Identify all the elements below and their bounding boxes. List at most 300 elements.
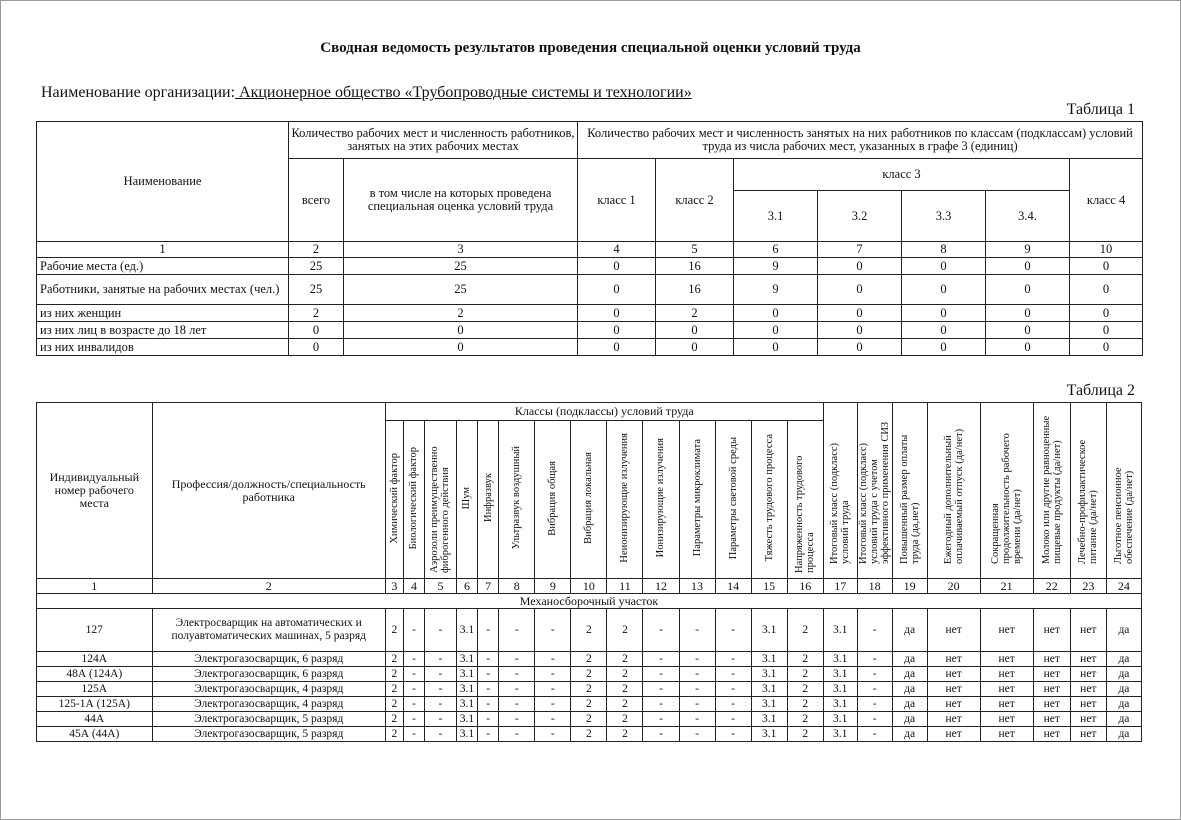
- t2-cell: нет: [1070, 609, 1106, 652]
- t1-cell: 2: [656, 305, 734, 322]
- t1-cell: 25: [289, 258, 344, 275]
- t2-cell: да: [1106, 667, 1141, 682]
- t1-cell: 0: [578, 305, 656, 322]
- t2-cell: нет: [980, 609, 1033, 652]
- t2-factor-header-label: Параметры световой среды: [727, 436, 739, 560]
- t2-factor-header-label: Шум: [461, 486, 473, 510]
- t2-cell: да: [1106, 609, 1141, 652]
- t1-cell: 9: [734, 275, 818, 305]
- table-row: [37, 322, 1143, 339]
- t2-cell: 2: [385, 667, 403, 682]
- t2-cell: да: [892, 697, 927, 712]
- table-row: [37, 712, 1142, 727]
- t2-row-profession: Электрогазосварщик, 4 разряд: [152, 682, 385, 697]
- t2-factor-header: [456, 421, 477, 579]
- t1-cell: 0: [986, 322, 1070, 339]
- t2-row-id: 48А (124А): [37, 667, 153, 682]
- t2-cell: -: [403, 712, 424, 727]
- t2-factor-header-label: Биологический фактор: [408, 446, 420, 550]
- t2-cell: нет: [927, 727, 980, 742]
- table-row: [37, 727, 1142, 742]
- t2-factor-header: [643, 421, 679, 579]
- t1-cell: 0: [1070, 305, 1143, 322]
- t1-cell: 16: [656, 275, 734, 305]
- t2-result-header: [892, 403, 927, 579]
- organization-name: Акционерное общество «Трубопроводные системы и технологии»: [235, 84, 692, 101]
- t2-cell: 2: [607, 682, 643, 697]
- t2-header-id: Индивидуальный номер рабочего места: [37, 403, 153, 579]
- t1-cell: 0: [902, 275, 986, 305]
- t2-cell: 2: [385, 697, 403, 712]
- t2-row-profession: Электрогазосварщик, 6 разряд: [152, 652, 385, 667]
- t2-cell: нет: [1070, 652, 1106, 667]
- summary-table: [36, 121, 1143, 356]
- t2-row-id: 44А: [37, 712, 153, 727]
- t1-cell: 0: [1070, 275, 1143, 305]
- t1-cell: 0: [818, 322, 902, 339]
- t2-cell: 3.1: [456, 667, 477, 682]
- t1-column-number: 5: [656, 242, 734, 258]
- t2-result-header-label: Итоговый класс (подкласс) условий труда: [829, 442, 852, 564]
- t2-cell: -: [643, 609, 679, 652]
- t1-cell: 0: [1070, 339, 1143, 356]
- organization-line: [41, 84, 692, 102]
- t2-cell: -: [535, 652, 571, 667]
- t1-cell: 0: [578, 339, 656, 356]
- t2-cell: -: [535, 609, 571, 652]
- t2-cell: 3.1: [456, 652, 477, 667]
- t2-result-header-label: Повышенный размер оплаты труда (да,нет): [898, 434, 921, 564]
- t2-factor-header: [403, 421, 424, 579]
- table-row: [37, 258, 1143, 275]
- t1-header-class-group: Количество рабочих мест и численность занятых на них работников по классам (подклассам) условий труда из числа рабочих мест, указанных в графе 3 (единиц): [578, 122, 1143, 159]
- t2-result-header: [857, 403, 892, 579]
- t1-column-number: 2: [289, 242, 344, 258]
- t2-cell: нет: [1033, 727, 1070, 742]
- t2-row-id: 125-1А (125А): [37, 697, 153, 712]
- t1-column-numbers: [37, 242, 1143, 258]
- t2-cell: -: [425, 652, 457, 667]
- t2-column-number: 20: [927, 579, 980, 594]
- table-row: [37, 652, 1142, 667]
- t2-result-header: [1106, 403, 1141, 579]
- t2-cell: -: [857, 727, 892, 742]
- t1-cell: 0: [578, 258, 656, 275]
- t1-row-name: из них женщин: [37, 305, 289, 322]
- t2-cell: 2: [385, 682, 403, 697]
- t2-cell: 3.1: [456, 609, 477, 652]
- t2-result-header: [927, 403, 980, 579]
- t2-cell: 3.1: [823, 697, 857, 712]
- t2-result-header-label: Сокращенная продолжительность рабочего времени (да/нет): [990, 433, 1024, 564]
- t2-cell: 3.1: [456, 682, 477, 697]
- t2-cell: 2: [571, 667, 607, 682]
- t2-cell: 2: [787, 727, 823, 742]
- t2-cell: 3.1: [823, 727, 857, 742]
- t2-cell: 3.1: [823, 682, 857, 697]
- t2-column-number: 10: [571, 579, 607, 594]
- t2-cell: нет: [1033, 697, 1070, 712]
- t2-cell: нет: [980, 652, 1033, 667]
- t2-cell: -: [499, 609, 535, 652]
- t1-cell: 0: [818, 258, 902, 275]
- t1-column-number: 1: [37, 242, 289, 258]
- t2-factor-header-label: Ультразвук воздушный: [511, 446, 523, 550]
- t2-cell: 3.1: [751, 609, 787, 652]
- t2-cell: нет: [927, 609, 980, 652]
- t1-row-name: из них инвалидов: [37, 339, 289, 356]
- t1-header-sub: 3.1: [734, 191, 818, 242]
- t2-cell: -: [499, 727, 535, 742]
- t2-cell: 2: [607, 652, 643, 667]
- t2-factor-header: [571, 421, 607, 579]
- t2-row-profession: Электрогазосварщик, 5 разряд: [152, 712, 385, 727]
- t2-cell: 2: [571, 697, 607, 712]
- t2-cell: нет: [1033, 609, 1070, 652]
- t1-cell: 0: [344, 322, 578, 339]
- t2-column-numbers: [37, 579, 1142, 594]
- t1-column-number: 4: [578, 242, 656, 258]
- t1-header-sub: 3.3: [902, 191, 986, 242]
- t2-header-classes-group: Классы (подклассы) условий труда: [385, 403, 823, 421]
- t2-column-number: 5: [425, 579, 457, 594]
- t2-cell: -: [499, 652, 535, 667]
- t2-cell: -: [403, 609, 424, 652]
- t2-cell: 2: [571, 652, 607, 667]
- t2-cell: -: [715, 712, 751, 727]
- t2-cell: нет: [1070, 697, 1106, 712]
- t2-cell: -: [643, 712, 679, 727]
- t2-cell: 2: [607, 712, 643, 727]
- t1-cell: 0: [734, 305, 818, 322]
- t2-column-number: 13: [679, 579, 715, 594]
- t2-cell: нет: [980, 727, 1033, 742]
- t2-cell: нет: [980, 712, 1033, 727]
- t2-factor-header: [499, 421, 535, 579]
- t2-column-number: 22: [1033, 579, 1070, 594]
- table-row: [37, 697, 1142, 712]
- t2-cell: да: [1106, 712, 1141, 727]
- t2-column-number: 17: [823, 579, 857, 594]
- table-row: [37, 339, 1143, 356]
- t1-cell: 0: [986, 258, 1070, 275]
- t2-cell: -: [425, 609, 457, 652]
- t2-cell: -: [857, 609, 892, 652]
- t2-cell: -: [679, 697, 715, 712]
- t1-column-number: 9: [986, 242, 1070, 258]
- t2-column-number: 7: [478, 579, 499, 594]
- t2-factor-header: [425, 421, 457, 579]
- t2-column-number: 2: [152, 579, 385, 594]
- t1-cell: 0: [734, 339, 818, 356]
- t2-header-profession: Профессия/должность/специальность работника: [152, 403, 385, 579]
- t2-cell: 2: [385, 712, 403, 727]
- t1-header-class1: класс 1: [578, 159, 656, 242]
- t1-column-number: 6: [734, 242, 818, 258]
- workplace-table: [36, 402, 1142, 742]
- t1-cell: 2: [344, 305, 578, 322]
- t1-cell: 0: [818, 339, 902, 356]
- t2-cell: 2: [385, 652, 403, 667]
- t1-column-number: 3: [344, 242, 578, 258]
- t2-cell: -: [425, 712, 457, 727]
- organization-label: Наименование организации:: [41, 84, 236, 101]
- t2-factor-header-label: Напряженность трудового процесса: [794, 455, 817, 573]
- t1-cell: 0: [344, 339, 578, 356]
- t2-result-header: [1033, 403, 1070, 579]
- t2-cell: 2: [607, 609, 643, 652]
- t1-cell: 0: [1070, 258, 1143, 275]
- t2-cell: -: [715, 609, 751, 652]
- table-row: [37, 667, 1142, 682]
- t2-factor-header-label: Тяжесть трудового процесса: [763, 434, 775, 562]
- t2-cell: нет: [1033, 682, 1070, 697]
- t2-cell: 2: [571, 682, 607, 697]
- table1-label: Таблица 1: [1066, 101, 1135, 118]
- t2-cell: -: [535, 697, 571, 712]
- t1-body: [37, 258, 1143, 356]
- t2-column-number: 19: [892, 579, 927, 594]
- t2-cell: 2: [787, 652, 823, 667]
- t2-cell: 2: [787, 609, 823, 652]
- t1-row-name: Работники, занятые на рабочих местах (чел.): [37, 275, 289, 305]
- t2-cell: нет: [927, 697, 980, 712]
- t2-cell: -: [643, 727, 679, 742]
- t2-cell: да: [892, 682, 927, 697]
- t2-body: [37, 609, 1142, 742]
- t1-column-number: 8: [902, 242, 986, 258]
- t2-cell: нет: [980, 667, 1033, 682]
- table-row: [37, 609, 1142, 652]
- t2-row-id: 124А: [37, 652, 153, 667]
- t2-cell: -: [403, 682, 424, 697]
- t2-factor-header: [607, 421, 643, 579]
- t2-cell: да: [1106, 682, 1141, 697]
- t1-cell: 9: [734, 258, 818, 275]
- t2-cell: да: [1106, 727, 1141, 742]
- t1-cell: 25: [289, 275, 344, 305]
- t2-cell: -: [857, 697, 892, 712]
- t1-column-number: 10: [1070, 242, 1143, 258]
- t1-cell: 0: [656, 322, 734, 339]
- t2-cell: да: [892, 609, 927, 652]
- t2-cell: 2: [787, 667, 823, 682]
- t1-cell: 0: [1070, 322, 1143, 339]
- t1-header-total: всего: [289, 159, 344, 242]
- t2-cell: 3.1: [751, 652, 787, 667]
- t2-column-number: 1: [37, 579, 153, 594]
- t2-cell: 2: [571, 609, 607, 652]
- t2-cell: нет: [1070, 667, 1106, 682]
- t1-cell: 0: [656, 339, 734, 356]
- t2-cell: 2: [571, 712, 607, 727]
- t2-cell: да: [1106, 697, 1141, 712]
- t1-cell: 0: [902, 339, 986, 356]
- t2-cell: нет: [927, 667, 980, 682]
- t2-column-number: 12: [643, 579, 679, 594]
- t2-factor-header-label: Неионизирующие излучения: [619, 433, 631, 563]
- t1-cell: 25: [344, 275, 578, 305]
- t2-column-number: 6: [456, 579, 477, 594]
- t2-cell: нет: [1033, 712, 1070, 727]
- t2-cell: -: [643, 667, 679, 682]
- t2-cell: -: [478, 682, 499, 697]
- t2-cell: 3.1: [823, 609, 857, 652]
- t2-cell: -: [857, 712, 892, 727]
- t2-cell: 2: [607, 667, 643, 682]
- table2-label: Таблица 2: [1066, 382, 1135, 399]
- t2-column-number: 21: [980, 579, 1033, 594]
- t1-cell: 0: [578, 275, 656, 305]
- t2-cell: 3.1: [751, 682, 787, 697]
- t1-cell: 0: [289, 339, 344, 356]
- table-row: [37, 682, 1142, 697]
- t2-cell: -: [478, 667, 499, 682]
- t2-cell: 3.1: [751, 667, 787, 682]
- t1-header-count-group: Количество рабочих мест и численность работников, занятых на этих рабочих местах: [289, 122, 578, 159]
- t2-cell: -: [499, 682, 535, 697]
- t2-cell: 2: [571, 727, 607, 742]
- t2-column-number: 9: [535, 579, 571, 594]
- t2-cell: 2: [787, 682, 823, 697]
- t2-column-number: 24: [1106, 579, 1141, 594]
- table-row: [37, 275, 1143, 305]
- t2-cell: -: [535, 712, 571, 727]
- t2-cell: -: [857, 652, 892, 667]
- t2-result-header-label: Лечебно-профилактическое питание (да/нет): [1077, 439, 1100, 564]
- t2-cell: 2: [607, 697, 643, 712]
- t1-cell: 0: [902, 258, 986, 275]
- t1-cell: 0: [818, 275, 902, 305]
- t2-result-header-label: Молоко или другие равноценные пищевые продукты (да/нет): [1040, 415, 1063, 564]
- t2-cell: -: [679, 667, 715, 682]
- t2-result-header-label: Итоговый класс (подкласс) условий труда с учетом эффективного применения СИЗ: [858, 421, 892, 564]
- t2-column-number: 4: [403, 579, 424, 594]
- t2-column-number: 18: [857, 579, 892, 594]
- t2-factor-header: [787, 421, 823, 579]
- t2-cell: -: [499, 712, 535, 727]
- t2-cell: да: [892, 652, 927, 667]
- t2-factor-header: [478, 421, 499, 579]
- t2-cell: -: [478, 712, 499, 727]
- t2-cell: нет: [1070, 712, 1106, 727]
- t2-cell: -: [425, 727, 457, 742]
- t2-row-profession: Электрогазосварщик, 6 разряд: [152, 667, 385, 682]
- t2-cell: 3.1: [823, 667, 857, 682]
- t2-cell: -: [715, 682, 751, 697]
- t2-column-number: 16: [787, 579, 823, 594]
- t1-cell: 16: [656, 258, 734, 275]
- t2-factor-header-label: Вибрация локальная: [583, 452, 595, 544]
- t1-column-number: 7: [818, 242, 902, 258]
- t2-factor-header-label: Параметры микроклимата: [691, 439, 703, 557]
- t1-cell: 25: [344, 258, 578, 275]
- t1-cell: 0: [986, 275, 1070, 305]
- t2-row-id: 45А (44А): [37, 727, 153, 742]
- t2-cell: -: [643, 697, 679, 712]
- t2-cell: -: [535, 727, 571, 742]
- t2-factor-header: [535, 421, 571, 579]
- t2-cell: -: [425, 697, 457, 712]
- t2-cell: -: [857, 682, 892, 697]
- t1-header-class3: класс 3: [734, 159, 1070, 191]
- t2-cell: -: [403, 652, 424, 667]
- t2-cell: 2: [787, 697, 823, 712]
- t2-cell: 3.1: [751, 712, 787, 727]
- t2-cell: 2: [787, 712, 823, 727]
- t2-cell: -: [499, 697, 535, 712]
- t2-column-number: 23: [1070, 579, 1106, 594]
- t2-cell: -: [715, 727, 751, 742]
- t1-cell: 0: [818, 305, 902, 322]
- t2-factor-header: [385, 421, 403, 579]
- t1-header-class2: класс 2: [656, 159, 734, 242]
- t2-cell: нет: [1033, 667, 1070, 682]
- t2-cell: -: [535, 667, 571, 682]
- t1-cell: 0: [734, 322, 818, 339]
- t2-column-number: 11: [607, 579, 643, 594]
- t1-header-sub: 3.4.: [986, 191, 1070, 242]
- t2-cell: нет: [1070, 727, 1106, 742]
- t2-column-number: 14: [715, 579, 751, 594]
- t2-cell: 2: [385, 727, 403, 742]
- t1-header-assessed: в том числе на которых проведена специальная оценка условий труда: [344, 159, 578, 242]
- t2-result-header: [980, 403, 1033, 579]
- t2-cell: -: [679, 712, 715, 727]
- t2-factor-header: [751, 421, 787, 579]
- t2-cell: -: [679, 652, 715, 667]
- t2-result-header-label: Льготное пенсионное обеспечение (да/нет): [1112, 467, 1135, 564]
- table-row: [37, 305, 1143, 322]
- t2-cell: 2: [385, 609, 403, 652]
- t2-column-number: 3: [385, 579, 403, 594]
- t2-factor-header-label: Вибрация общая: [547, 460, 559, 536]
- t2-cell: -: [715, 652, 751, 667]
- t2-cell: -: [478, 609, 499, 652]
- t1-cell: 0: [578, 322, 656, 339]
- t2-cell: нет: [927, 652, 980, 667]
- t2-cell: 3.1: [751, 697, 787, 712]
- t2-cell: да: [892, 727, 927, 742]
- t1-cell: 0: [986, 305, 1070, 322]
- t2-cell: -: [679, 682, 715, 697]
- t2-factor-header-label: Ионизирующие излучения: [655, 438, 667, 558]
- t2-cell: 3.1: [751, 727, 787, 742]
- t2-cell: 2: [607, 727, 643, 742]
- t2-cell: 3.1: [456, 712, 477, 727]
- t2-cell: -: [478, 652, 499, 667]
- t2-cell: -: [715, 667, 751, 682]
- t2-row-profession: Электрогазосварщик, 4 разряд: [152, 697, 385, 712]
- t1-row-name: Рабочие места (ед.): [37, 258, 289, 275]
- t2-cell: нет: [980, 697, 1033, 712]
- t2-cell: -: [403, 727, 424, 742]
- t2-cell: нет: [927, 682, 980, 697]
- t2-cell: -: [857, 667, 892, 682]
- t2-factor-header: [679, 421, 715, 579]
- t2-cell: -: [535, 682, 571, 697]
- t2-row-id: 125А: [37, 682, 153, 697]
- t2-result-header: [823, 403, 857, 579]
- t2-cell: -: [425, 682, 457, 697]
- t2-cell: нет: [980, 682, 1033, 697]
- t2-factor-header-label: Инфразвук: [482, 473, 494, 523]
- t2-cell: 3.1: [823, 652, 857, 667]
- t2-cell: -: [425, 667, 457, 682]
- t2-cell: нет: [927, 712, 980, 727]
- t1-cell: 0: [289, 322, 344, 339]
- t2-cell: -: [403, 697, 424, 712]
